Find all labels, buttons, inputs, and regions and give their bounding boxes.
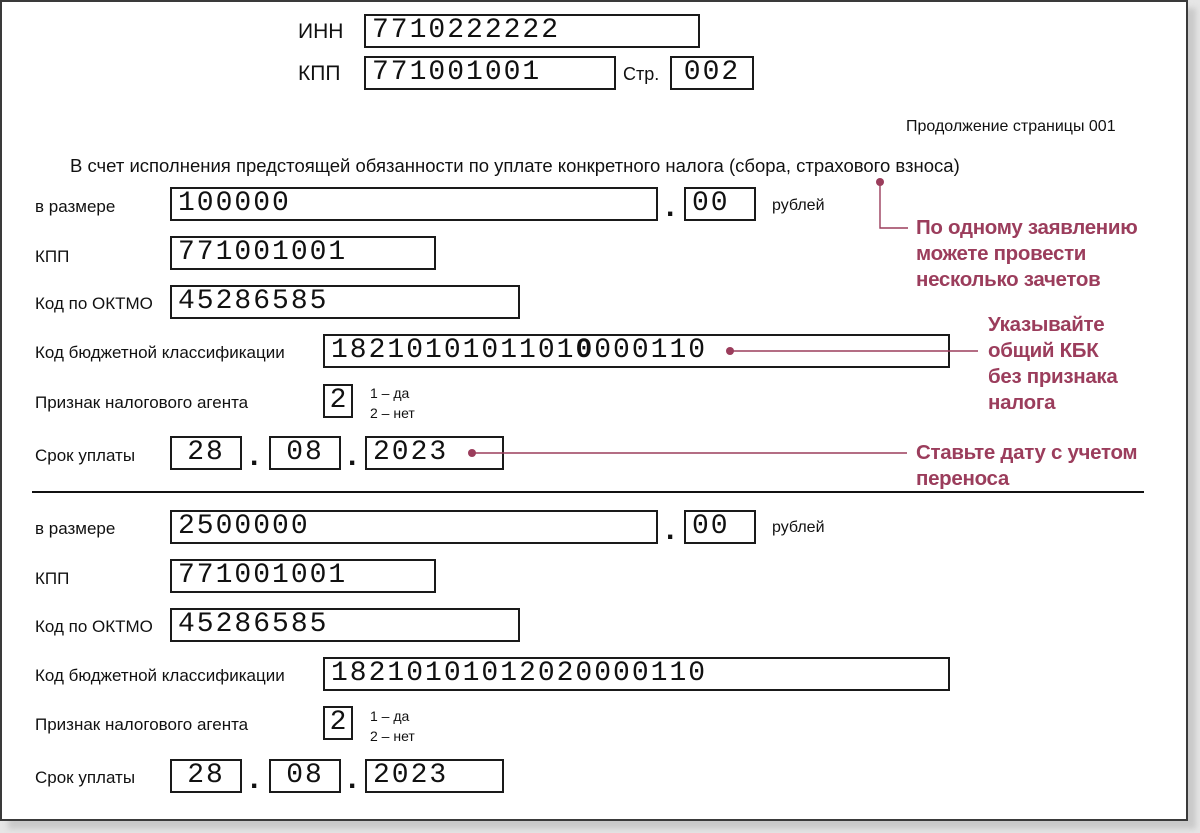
annotation-multiple-offsets — [916, 215, 1137, 293]
agent-label: Признак налогового агента — [35, 715, 249, 734]
kbk-label: Код бюджетной классификации — [35, 343, 285, 362]
amount-kop-field[interactable]: 00 — [684, 187, 756, 221]
connector-dot-1 — [876, 178, 884, 186]
kpp-field[interactable]: 771001001 — [170, 559, 436, 593]
due-date-label: Срок уплаты — [35, 768, 136, 787]
amount-label: в размере — [35, 519, 116, 538]
annotation-line: общий КБК — [988, 339, 1099, 362]
amount-label: в размере — [35, 197, 116, 216]
annotation-line: По одному заявлению — [916, 216, 1138, 239]
due-day-field[interactable]: 28 — [170, 436, 242, 470]
oktmo-field[interactable]: 45286585 — [170, 285, 520, 319]
inn-field[interactable]: 7710222222 — [364, 14, 700, 48]
agent-option-no: 2 – нет — [370, 728, 415, 744]
decimal-point: . — [666, 190, 675, 223]
annotation-line: Указывайте — [988, 313, 1105, 336]
page-label: Стр. — [623, 64, 660, 84]
decimal-point: . — [666, 513, 675, 546]
continuation-text: Продолжение страницы 001 — [906, 118, 1116, 135]
kbk-value-highlight: 0 — [575, 335, 595, 366]
oktmo-field[interactable]: 45286585 — [170, 608, 520, 642]
due-date-label: Срок уплаты — [35, 446, 136, 465]
page-number-field[interactable]: 002 — [670, 56, 754, 90]
date-separator: . — [348, 439, 357, 472]
annotation-due-date — [916, 440, 1137, 492]
oktmo-label: Код по ОКТМО — [35, 617, 153, 636]
agent-option-no: 2 – нет — [370, 405, 415, 421]
annotation-line: Ставьте дату с учетом — [916, 441, 1138, 464]
due-year-field[interactable]: 2023 — [365, 759, 504, 793]
rub-label: рублей — [772, 197, 825, 214]
connector-dot-3 — [468, 449, 476, 457]
due-year-field[interactable]: 2023 — [365, 436, 504, 470]
due-day-field[interactable]: 28 — [170, 759, 242, 793]
kpp-label: КПП — [35, 569, 70, 588]
oktmo-label: Код по ОКТМО — [35, 294, 153, 313]
annotation-general-kbk — [988, 312, 1118, 416]
kbk-field[interactable]: 18210101012020000110 — [323, 657, 950, 691]
agent-option-yes: 1 – да — [370, 708, 410, 724]
date-separator: . — [250, 762, 259, 795]
amount-rub-field[interactable]: 100000 — [170, 187, 658, 221]
annotation-line: можете провести — [916, 242, 1087, 265]
kpp-header-field[interactable]: 771001001 — [364, 56, 616, 90]
annotation-line: переноса — [916, 467, 1009, 490]
rub-label: рублей — [772, 519, 825, 536]
kbk-value-part: 000110 — [594, 335, 708, 366]
form-title: В счет исполнения предстоящей обязанности по уплате конкретного налога (сбора, страхового взноса) — [70, 155, 960, 176]
agent-field[interactable]: 2 — [323, 384, 353, 418]
date-separator: . — [348, 762, 357, 795]
agent-label: Признак налогового агента — [35, 393, 249, 412]
inn-label: ИНН — [298, 20, 344, 43]
annotation-line: без признака — [988, 365, 1118, 388]
date-separator: . — [250, 439, 259, 472]
kpp-label: КПП — [35, 247, 70, 266]
agent-option-yes: 1 – да — [370, 385, 410, 401]
annotation-line: налога — [988, 391, 1056, 414]
annotation-line: несколько зачетов — [916, 268, 1101, 291]
kbk-label: Код бюджетной классификации — [35, 666, 285, 685]
due-month-field[interactable]: 08 — [269, 436, 341, 470]
connector-line-1 — [880, 182, 908, 228]
kbk-value-part: 1821010101101 — [331, 335, 576, 366]
amount-rub-field[interactable]: 2500000 — [170, 510, 658, 544]
amount-kop-field[interactable]: 00 — [684, 510, 756, 544]
due-month-field[interactable]: 08 — [269, 759, 341, 793]
connector-dot-2 — [726, 347, 734, 355]
kpp-field[interactable]: 771001001 — [170, 236, 436, 270]
kpp-header-label: КПП — [298, 62, 341, 85]
agent-field[interactable]: 2 — [323, 706, 353, 740]
